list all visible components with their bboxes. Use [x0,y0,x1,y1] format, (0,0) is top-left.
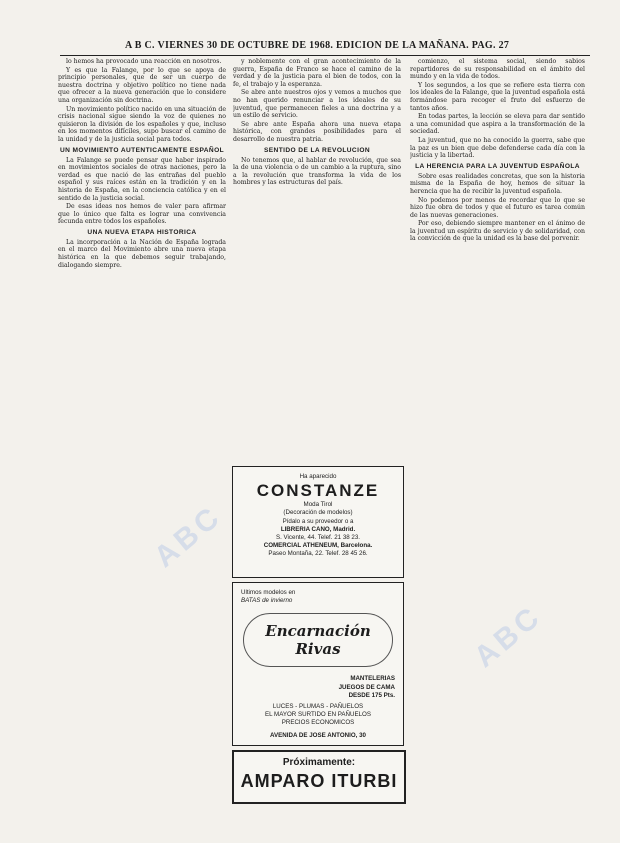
ad-line: Ha aparecido [299,473,337,480]
paragraph: De esas ideas nos hemos de valer para afirmar que lo único que falta es lograr una convivencia fecunda entre todos los españoles. [58,203,226,226]
page-header: A B C. VIERNES 30 DE OCTUBRE DE 1968. EDICION DE LA MAÑANA. PAG. 27 [125,40,510,51]
paragraph: No podemos por menos de recordar que lo que se hizo fue obra de todos y que el futuro es tarea común de las nuevas generaciones. [410,196,585,219]
ad-title: AMPARO ITURBI [240,771,398,791]
ad-brand-logo: Encarnación Rivas [243,613,393,667]
paragraph: No tenemos que, al hablar de revolución, que sea la de una violencia o de un cambio a la ruptura, sino a la revolución que transforma la vida de los hombres y las estructuras del país. [233,156,401,187]
paragraph: Por eso, debiendo siempre mantener en el ánimo de la juventud un espíritu de servicio y de solidaridad, con la convicción de que la unidad es la base del porvenir. [410,220,585,243]
column-1 [58,58,226,826]
ad-line: Paseo Montaña, 22. Telef. 28 45 26. [268,550,368,558]
ad-line: LUCES - PLUMAS - PAÑUELOS [272,703,364,711]
paragraph: Un movimiento político nacido en una situación de crisis nacional sigue siendo la voz de quienes no quisieron la división de los españoles y que, incluso en los momentos difíciles, supo buscar el camino de la unidad y de la justicia social para todos. [58,105,226,143]
paragraph: comienzo, el sistema social, siendo sabios repartidores de su responsabilidad en el ámbito del mundo y en la vida de todos. [410,58,585,81]
subheading: UN MOVIMIENTO AUTENTICAMENTE ESPAÑOL [59,146,225,154]
paragraph: En todas partes, la lección se eleva para dar sentido a una comunidad que aspira a la transformación de la sociedad. [410,113,585,136]
ad-line: PRECIOS ECONOMICOS [281,719,355,727]
column-3 [410,58,585,826]
watermark: ABC [148,499,229,575]
paragraph: Se abre ante España ahora una nueva etapa histórica, con grandes posibilidades para el desarrollo de nuestra patria. [233,120,401,143]
ad-line: MANTELERIAS [350,675,395,683]
advertisement-amparo-iturbi [232,750,406,804]
subheading: LA HERENCIA PARA LA JUVENTUD ESPAÑOLA [415,162,580,170]
ad-line: Ultimos modelos en [241,589,296,596]
paragraph: Sobre esas realidades concretas, que son la historia misma de la España de hoy, hemos de situar la herencia que ha de recibir la juventud española. [410,172,585,195]
ad-title: CONSTANZE [256,481,380,501]
ad-line: Pídalo a su proveedor o a [282,517,354,525]
paragraph: La Falange se puede pensar que haber inspirado en movimientos sociales de otras naciones, pero la verdad es que nació de las entrañas del pueblo español y sus raíces están en la tradición y en la historia de España, en la conciencia católica y en el sentido de la justicia social. [58,156,226,202]
watermark: ABC [468,599,549,675]
ad-line: AVENIDA DE JOSE ANTONIO, 30 [270,731,366,739]
header-rule [60,55,590,56]
ad-line: DESDE 175 Pts. [348,691,395,699]
paragraph: y noblemente con el gran acontecimiento de la guerra, España de Franco se hace el camino de la verdad y de la justicia para el bien de todos, con la fe, el trabajo y la esperanza. [233,58,401,88]
paragraph: Y los segundos, a los que se refiere esta tierra con los ideales de la Falange, que la juventud española está formándose para recoger el fruto del esfuerzo de tantos años. [410,81,585,112]
paragraph: Se abre ante nuestros ojos y vemos a muchos que no han querido renunciar a los ideales de su juventud, que permanecen fieles a una doctrina y a un estilo de servicio. [233,89,401,120]
paragraph: Y es que la Falange, por lo que se apoya de principio personales, que de ser un cuerpo de nuestra doctrina y objetivo político no tiene nada que ofrecer a la nueva generación que lo considere una organización sin doctrina. [58,66,226,104]
paragraph: La juventud, que no ha conocido la guerra, sabe que la paz es un bien que debe defenderse cada día con la justicia y la libertad. [410,136,585,160]
ad-line: BATAS de invierno [241,597,293,605]
ad-line: (Decoración de modelos) [283,509,353,517]
ad-line: COMERCIAL ATHENEUM, Barcelona. [263,542,373,550]
ad-line: JUEGOS DE CAMA [338,683,395,691]
advertisement-encarnacion-rivas [232,582,404,746]
ad-line: Próximamente: [282,757,356,768]
column-2 [233,58,401,458]
paragraph: lo hemos ha provocado una reacción en nosotros. [66,58,222,65]
ad-line: S. Vicente, 44. Telef. 21 38 23. [275,534,361,542]
subheading: SENTIDO DE LA REVOLUCION [263,146,371,154]
ad-line: LIBRERIA CANO, Madrid. [280,525,356,533]
subheading: UNA NUEVA ETAPA HISTORICA [87,228,197,236]
paragraph: La incorporación a la Nación de España lograda en el marco del Movimiento abre una nueva etapa histórica en la que debemos seguir trabajando, dialogando siempre. [58,238,226,269]
ad-line: EL MAYOR SURTIDO EN PAÑUELOS [264,711,371,719]
ad-line: Moda Tirol [303,501,333,509]
advertisement-constanze [232,466,404,578]
